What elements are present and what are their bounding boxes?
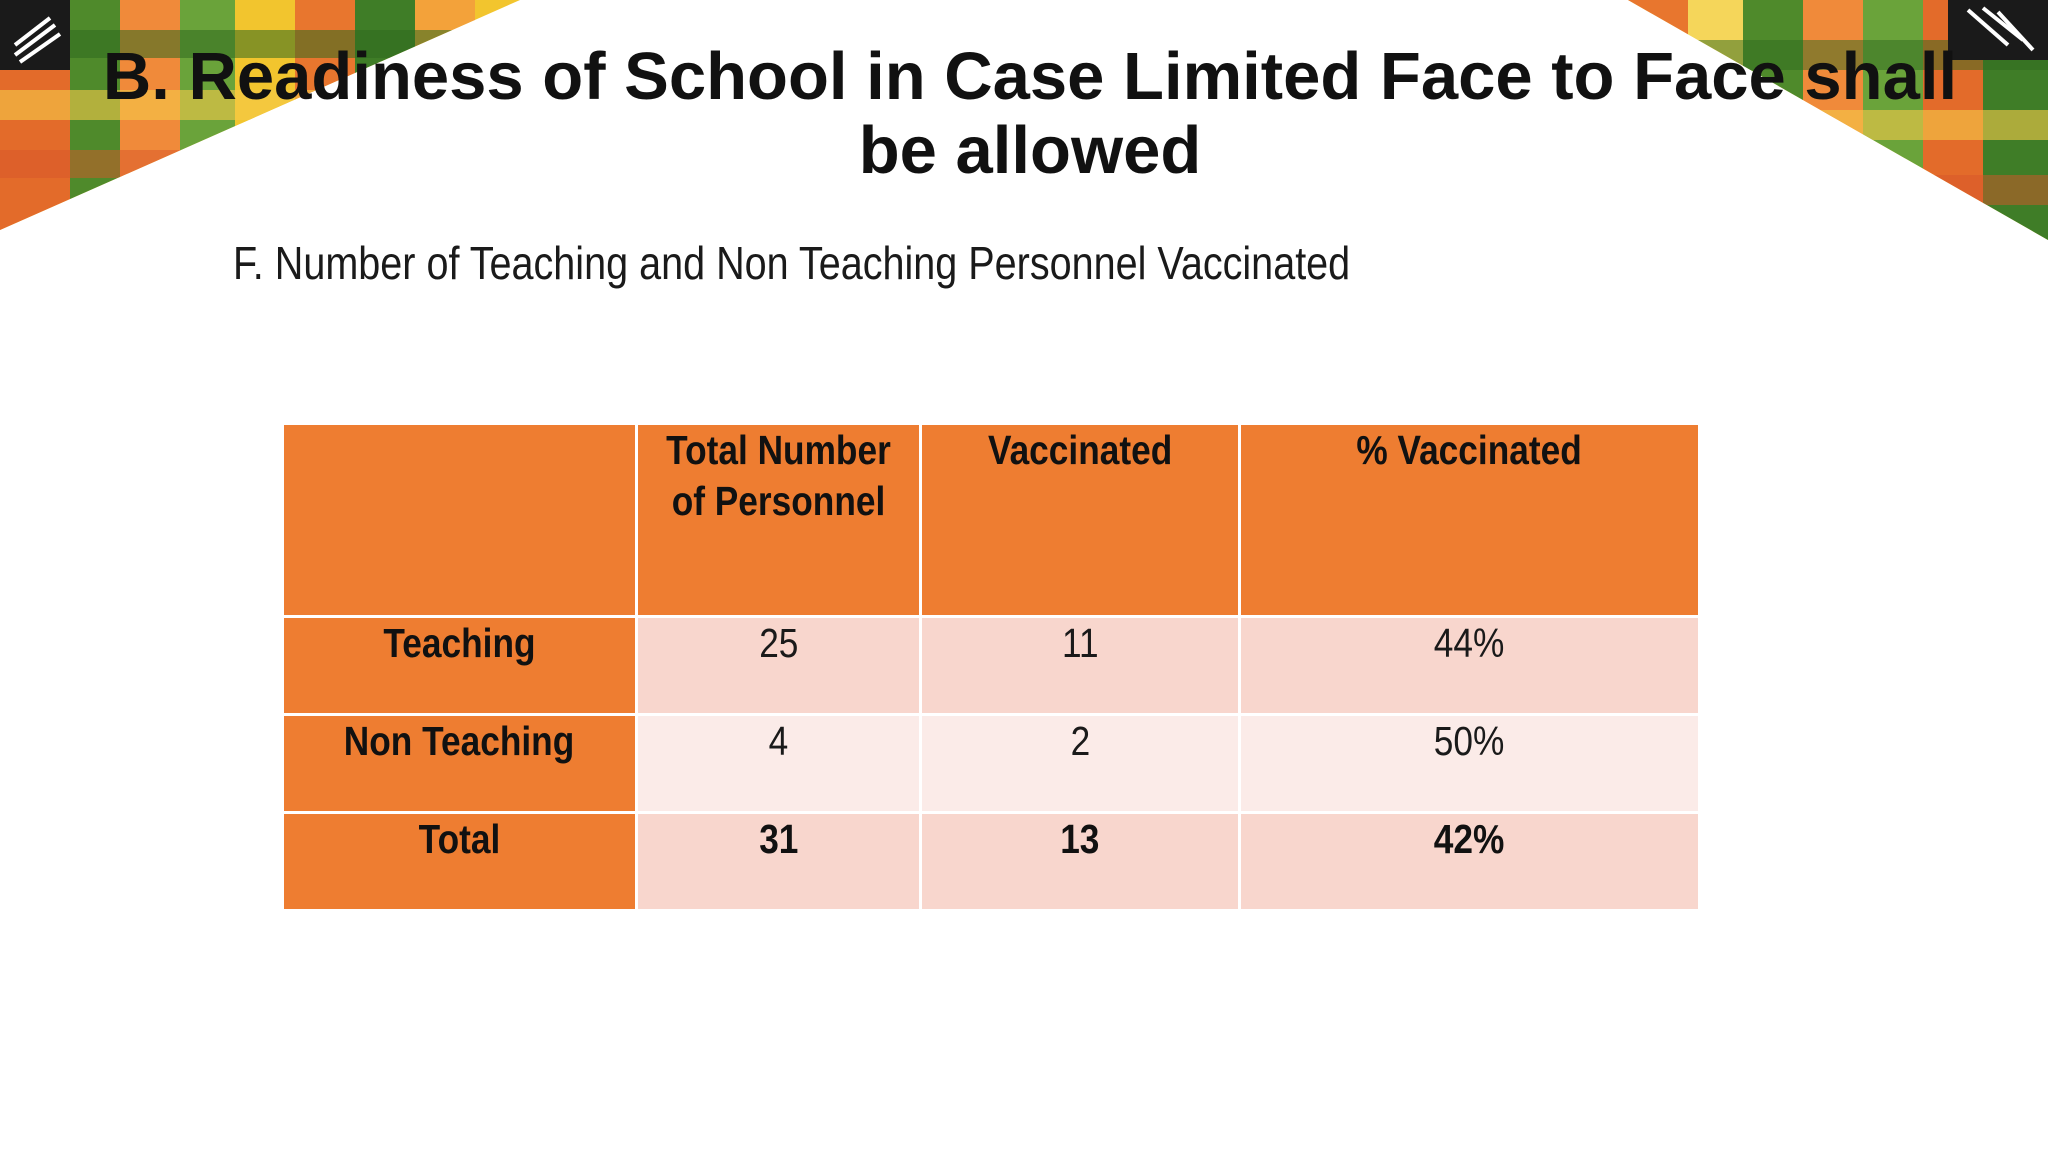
cell-teaching-vaccinated: 11 (921, 617, 1240, 715)
cell-teaching-percent: 44% (1240, 617, 1700, 715)
cell-total-percent: 42% (1240, 813, 1700, 911)
cell-total-vaccinated: 13 (921, 813, 1240, 911)
row-label-total: Total (283, 813, 637, 911)
table-header-vaccinated: Vaccinated (921, 424, 1240, 617)
vaccination-table (281, 422, 1701, 912)
table-row (283, 715, 1700, 813)
slide-subtitle: F. Number of Teaching and Non Teaching Personnel Vaccinated (233, 237, 1351, 289)
table-header-row (283, 424, 1700, 617)
cell-total-total: 31 (637, 813, 921, 911)
table-header-percent: % Vaccinated (1240, 424, 1700, 617)
cell-non-teaching-percent: 50% (1240, 715, 1700, 813)
table-row (283, 813, 1700, 911)
table-header-total: Total Number of Personnel (637, 424, 921, 617)
slide-title-line-1: B. Readiness of School in Case Limited Face to Face shall (102, 39, 1958, 114)
row-label-teaching: Teaching (283, 617, 637, 715)
table-header-corner (283, 424, 637, 617)
cell-teaching-total: 25 (637, 617, 921, 715)
row-label-non-teaching: Non Teaching (283, 715, 637, 813)
slide-title (60, 40, 2000, 188)
table-row (283, 617, 1700, 715)
slide-title-line-2: be allowed (858, 113, 1202, 188)
cell-non-teaching-vaccinated: 2 (921, 715, 1240, 813)
cell-non-teaching-total: 4 (637, 715, 921, 813)
